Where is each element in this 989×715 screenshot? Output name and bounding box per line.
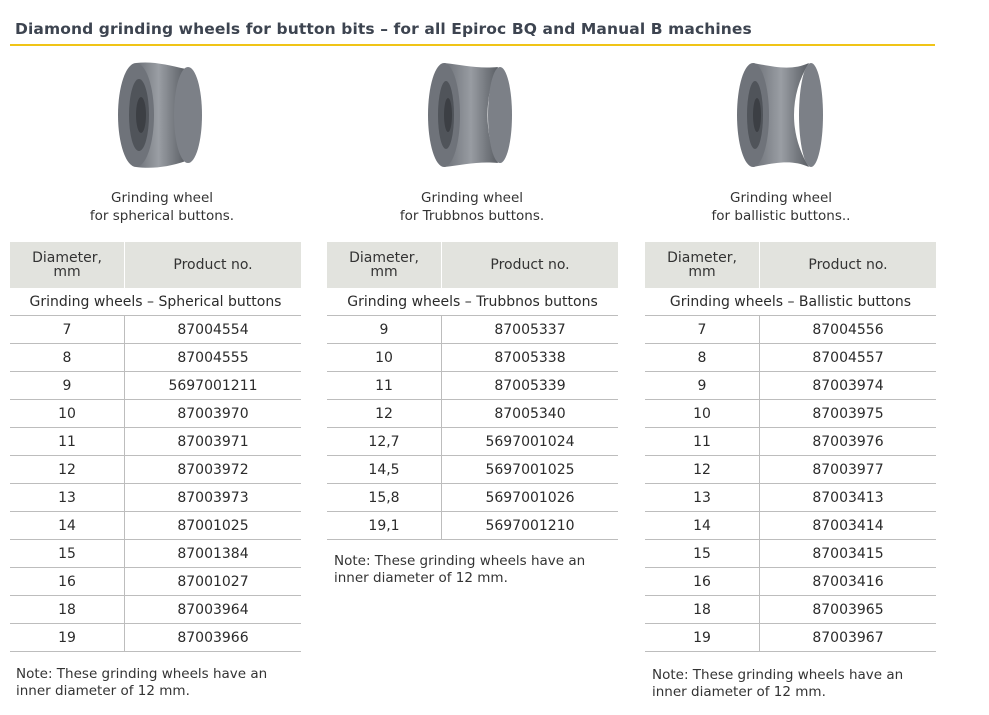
- diameter-cell: 14: [645, 512, 760, 540]
- product-no-cell: 87003967: [760, 624, 937, 652]
- product-no-cell: 87003972: [125, 456, 302, 484]
- diameter-cell: 12: [327, 400, 442, 428]
- diameter-cell: 9: [327, 316, 442, 344]
- table-row: [10, 512, 301, 540]
- note-line: inner diameter of 12 mm.: [652, 684, 826, 700]
- diameter-cell: 10: [645, 400, 760, 428]
- diameter-cell: 18: [10, 596, 125, 624]
- table-row: [645, 344, 936, 372]
- caption-line: for Trubbnos buttons.: [399, 208, 545, 224]
- table-row: [10, 316, 301, 344]
- note-trubbnos: [334, 553, 585, 587]
- product-no-cell: 87004554: [125, 316, 302, 344]
- header-diameter-unit: mm: [370, 264, 398, 280]
- header-diameter: [645, 242, 760, 288]
- table-row: [10, 484, 301, 512]
- table-spherical: [10, 242, 301, 652]
- caption-line: for ballistic buttons..: [711, 208, 851, 224]
- table-row: [10, 456, 301, 484]
- diameter-cell: 8: [10, 344, 125, 372]
- header-diameter-line: Diameter,: [667, 250, 737, 266]
- product-no-cell: 87005338: [442, 344, 619, 372]
- table-row: [10, 624, 301, 652]
- diameter-cell: 9: [645, 372, 760, 400]
- product-no-cell: 87005340: [442, 400, 619, 428]
- diameter-cell: 14: [10, 512, 125, 540]
- note-line: Note: These grinding wheels have an: [16, 666, 268, 682]
- product-no-cell: 87003975: [760, 400, 937, 428]
- diameter-cell: 15: [10, 540, 125, 568]
- note-spherical: [16, 666, 267, 700]
- note-line: Note: These grinding wheels have an: [652, 667, 904, 683]
- table-row: [645, 372, 936, 400]
- ballistic-grinding-wheel-image: [727, 55, 837, 175]
- header-product-no: Product no.: [125, 242, 302, 288]
- header-diameter-unit: mm: [53, 264, 81, 280]
- diameter-cell: 13: [10, 484, 125, 512]
- group-label: Grinding wheels – Trubbnos buttons: [327, 288, 618, 316]
- table-row: [10, 596, 301, 624]
- table-row: [327, 400, 618, 428]
- note-line: inner diameter of 12 mm.: [16, 683, 190, 699]
- product-no-cell: 5697001211: [125, 372, 302, 400]
- product-no-cell: 87003413: [760, 484, 937, 512]
- diameter-cell: 11: [327, 372, 442, 400]
- table-row: [645, 512, 936, 540]
- product-no-cell: 87003976: [760, 428, 937, 456]
- table-row: [645, 456, 936, 484]
- header-product-no: Product no.: [760, 242, 937, 288]
- table-row: [645, 484, 936, 512]
- diameter-cell: 12,7: [327, 428, 442, 456]
- table-trubbnos: [327, 242, 618, 540]
- caption-trubbnos: [372, 189, 572, 225]
- product-no-cell: 87003974: [760, 372, 937, 400]
- diameter-cell: 19: [10, 624, 125, 652]
- diameter-cell: 16: [645, 568, 760, 596]
- table-row: [327, 512, 618, 540]
- product-no-cell: 87003414: [760, 512, 937, 540]
- table-row: [327, 456, 618, 484]
- diameter-cell: 15: [645, 540, 760, 568]
- caption-line: Grinding wheel: [110, 190, 213, 206]
- product-no-cell: 87004555: [125, 344, 302, 372]
- caption-line: for spherical buttons.: [89, 208, 235, 224]
- product-no-cell: 5697001026: [442, 484, 619, 512]
- caption-line: Grinding wheel: [729, 190, 832, 206]
- table-row: [10, 428, 301, 456]
- diameter-cell: 19,1: [327, 512, 442, 540]
- product-no-cell: 87005337: [442, 316, 619, 344]
- table-row: [327, 428, 618, 456]
- header-diameter-unit: mm: [688, 264, 716, 280]
- header-product-no: Product no.: [442, 242, 619, 288]
- header-diameter: [10, 242, 125, 288]
- product-no-cell: 87003971: [125, 428, 302, 456]
- table-row: [10, 568, 301, 596]
- caption-spherical: [62, 189, 262, 225]
- caption-ballistic: [681, 189, 881, 225]
- diameter-cell: 15,8: [327, 484, 442, 512]
- diameter-cell: 19: [645, 624, 760, 652]
- table-row: [327, 344, 618, 372]
- table-row: [645, 624, 936, 652]
- note-ballistic: [652, 667, 903, 701]
- product-no-cell: 87004557: [760, 344, 937, 372]
- product-no-cell: 87003965: [760, 596, 937, 624]
- table-row: [10, 344, 301, 372]
- product-no-cell: 87001027: [125, 568, 302, 596]
- table-row: [645, 400, 936, 428]
- product-no-cell: 87003964: [125, 596, 302, 624]
- header-diameter-line: Diameter,: [349, 250, 419, 266]
- product-no-cell: 87004556: [760, 316, 937, 344]
- table-row: [645, 428, 936, 456]
- product-no-cell: 5697001210: [442, 512, 619, 540]
- diameter-cell: 9: [10, 372, 125, 400]
- table-row: [327, 372, 618, 400]
- product-no-cell: 87003970: [125, 400, 302, 428]
- table-row: [645, 540, 936, 568]
- table-row: [645, 316, 936, 344]
- table-row: [10, 540, 301, 568]
- table-row: [10, 400, 301, 428]
- diameter-cell: 7: [645, 316, 760, 344]
- spherical-grinding-wheel-image: [108, 55, 218, 175]
- table-row: [327, 484, 618, 512]
- product-no-cell: 87003973: [125, 484, 302, 512]
- title-underline: [10, 44, 935, 46]
- table-row: [10, 372, 301, 400]
- diameter-cell: 16: [10, 568, 125, 596]
- product-no-cell: 87003966: [125, 624, 302, 652]
- group-label: Grinding wheels – Ballistic buttons: [645, 288, 936, 316]
- note-line: inner diameter of 12 mm.: [334, 570, 508, 586]
- product-no-cell: 5697001024: [442, 428, 619, 456]
- note-line: Note: These grinding wheels have an: [334, 553, 586, 569]
- diameter-cell: 12: [645, 456, 760, 484]
- product-no-cell: 5697001025: [442, 456, 619, 484]
- caption-line: Grinding wheel: [420, 190, 523, 206]
- table-ballistic: [645, 242, 936, 652]
- table-row: [645, 596, 936, 624]
- diameter-cell: 10: [327, 344, 442, 372]
- product-no-cell: 87003416: [760, 568, 937, 596]
- product-no-cell: 87003415: [760, 540, 937, 568]
- product-no-cell: 87003977: [760, 456, 937, 484]
- diameter-cell: 10: [10, 400, 125, 428]
- page-title: Diamond grinding wheels for button bits – for all Epiroc BQ and Manual B machines: [15, 20, 752, 38]
- header-diameter-line: Diameter,: [32, 250, 102, 266]
- product-no-cell: 87005339: [442, 372, 619, 400]
- diameter-cell: 13: [645, 484, 760, 512]
- table-row: [645, 568, 936, 596]
- diameter-cell: 11: [10, 428, 125, 456]
- diameter-cell: 11: [645, 428, 760, 456]
- product-no-cell: 87001025: [125, 512, 302, 540]
- table-row: [327, 316, 618, 344]
- diameter-cell: 8: [645, 344, 760, 372]
- diameter-cell: 18: [645, 596, 760, 624]
- product-no-cell: 87001384: [125, 540, 302, 568]
- header-diameter: [327, 242, 442, 288]
- diameter-cell: 12: [10, 456, 125, 484]
- diameter-cell: 7: [10, 316, 125, 344]
- trubbnos-grinding-wheel-image: [418, 55, 528, 175]
- group-label: Grinding wheels – Spherical buttons: [10, 288, 301, 316]
- diameter-cell: 14,5: [327, 456, 442, 484]
